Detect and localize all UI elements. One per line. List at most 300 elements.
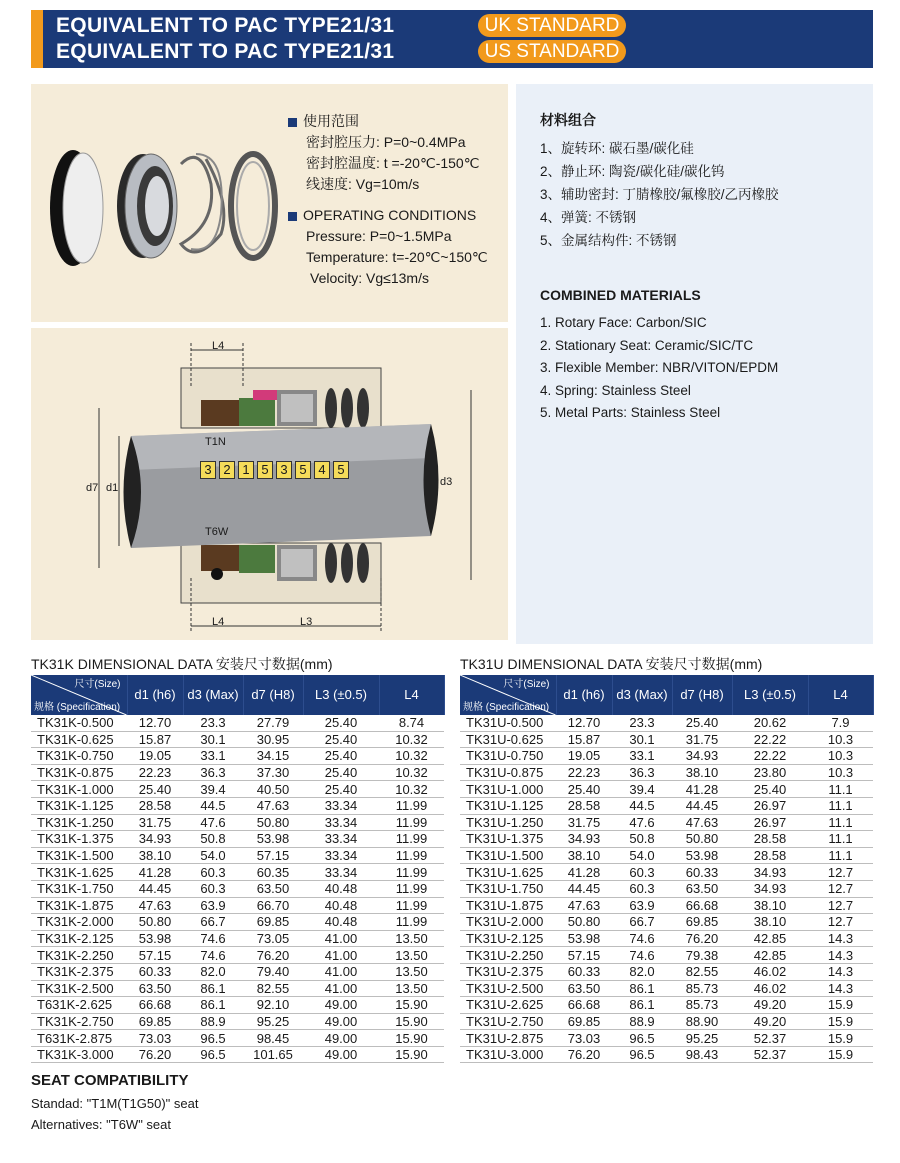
value-cell: 11.1 xyxy=(808,831,873,848)
spec-header-label: 规格 (Specification) xyxy=(463,702,550,713)
column-header: d1 (h6) xyxy=(556,675,612,715)
value-cell: 41.28 xyxy=(556,864,612,881)
value-cell: 73.03 xyxy=(127,1030,183,1047)
value-cell: 31.75 xyxy=(672,731,732,748)
value-cell: 15.87 xyxy=(556,731,612,748)
value-cell: 38.10 xyxy=(672,764,732,781)
value-cell: 49.20 xyxy=(732,1013,808,1030)
value-cell: 82.0 xyxy=(612,963,672,980)
dim-l4-bottom-label: L4 xyxy=(212,616,225,628)
part-number-box: 2 xyxy=(219,461,235,479)
dim-d7-label: d7 xyxy=(86,482,99,494)
column-header: d7 (H8) xyxy=(243,675,303,715)
value-cell: 69.85 xyxy=(556,1013,612,1030)
spec-cell: TK31U-1.875 xyxy=(460,897,556,914)
column-header: d3 (Max) xyxy=(612,675,672,715)
value-cell: 82.55 xyxy=(243,980,303,997)
spec-cell: TK31U-2.500 xyxy=(460,980,556,997)
value-cell: 13.50 xyxy=(379,980,444,997)
value-cell: 60.3 xyxy=(183,864,243,881)
value-cell: 25.40 xyxy=(127,781,183,798)
size-header-label: 尺寸(Size) xyxy=(503,679,550,690)
value-cell: 47.63 xyxy=(672,814,732,831)
value-cell: 11.1 xyxy=(808,847,873,864)
value-cell: 11.1 xyxy=(808,781,873,798)
value-cell: 30.1 xyxy=(612,731,672,748)
value-cell: 10.32 xyxy=(379,781,444,798)
table-row xyxy=(31,897,444,914)
value-cell: 57.15 xyxy=(127,947,183,964)
seat-alternatives: Alternatives: "T6W" seat xyxy=(31,1117,171,1132)
value-cell: 52.37 xyxy=(732,1046,808,1063)
value-cell: 86.1 xyxy=(183,997,243,1014)
value-cell: 47.6 xyxy=(612,814,672,831)
value-cell: 60.33 xyxy=(556,963,612,980)
value-cell: 44.45 xyxy=(127,880,183,897)
value-cell: 66.70 xyxy=(243,897,303,914)
seal-photo xyxy=(31,84,508,322)
spec-cell: TK31K-1.250 xyxy=(31,814,127,831)
value-cell: 19.05 xyxy=(556,748,612,765)
material-en-item-3: 3. Flexible Member: NBR/VITON/EPDM xyxy=(540,360,779,375)
value-cell: 60.3 xyxy=(612,880,672,897)
value-cell: 74.6 xyxy=(183,930,243,947)
value-cell: 44.45 xyxy=(556,880,612,897)
value-cell: 53.98 xyxy=(672,847,732,864)
value-cell: 66.68 xyxy=(127,997,183,1014)
spec-cell: TK31K-2.375 xyxy=(31,963,127,980)
spec-cell: TK31K-0.875 xyxy=(31,764,127,781)
spec-cell: TK31K-1.125 xyxy=(31,797,127,814)
operating-velocity: Velocity: Vg≤13m/s xyxy=(310,270,429,286)
value-cell: 47.63 xyxy=(127,897,183,914)
materials-en-heading: COMBINED MATERIALS xyxy=(540,287,701,303)
value-cell: 23.3 xyxy=(612,715,672,731)
spec-cell: TK31K-2.750 xyxy=(31,1013,127,1030)
value-cell: 38.10 xyxy=(556,847,612,864)
table-row xyxy=(460,914,873,931)
table-row xyxy=(460,814,873,831)
product-photo-panel xyxy=(31,84,508,322)
value-cell: 12.7 xyxy=(808,880,873,897)
value-cell: 26.97 xyxy=(732,814,808,831)
value-cell: 12.7 xyxy=(808,914,873,931)
value-cell: 25.40 xyxy=(303,715,379,731)
value-cell: 47.63 xyxy=(556,897,612,914)
value-cell: 74.6 xyxy=(612,930,672,947)
value-cell: 49.00 xyxy=(303,1046,379,1063)
operating-pressure: Pressure: P=0~1.5MPa xyxy=(306,228,452,244)
value-cell: 30.95 xyxy=(243,731,303,748)
value-cell: 66.7 xyxy=(183,914,243,931)
value-cell: 69.85 xyxy=(127,1013,183,1030)
value-cell: 47.6 xyxy=(183,814,243,831)
operating-temperature: Temperature: t=-20℃~150℃ xyxy=(306,249,488,265)
value-cell: 98.43 xyxy=(672,1046,732,1063)
dim-d1-label: d1 xyxy=(106,482,119,494)
value-cell: 10.3 xyxy=(808,748,873,765)
value-cell: 96.5 xyxy=(612,1046,672,1063)
column-header: L3 (±0.5) xyxy=(303,675,379,715)
spec-cell: TK31K-0.500 xyxy=(31,715,127,731)
table-row xyxy=(460,864,873,881)
value-cell: 22.23 xyxy=(556,764,612,781)
table-row xyxy=(31,814,444,831)
value-cell: 60.33 xyxy=(127,963,183,980)
value-cell: 14.3 xyxy=(808,947,873,964)
table-row xyxy=(460,1046,873,1063)
value-cell: 88.9 xyxy=(612,1013,672,1030)
value-cell: 40.48 xyxy=(303,897,379,914)
value-cell: 27.79 xyxy=(243,715,303,731)
value-cell: 41.00 xyxy=(303,930,379,947)
value-cell: 38.10 xyxy=(127,847,183,864)
value-cell: 25.40 xyxy=(303,748,379,765)
value-cell: 26.97 xyxy=(732,797,808,814)
table-row xyxy=(31,963,444,980)
value-cell: 10.32 xyxy=(379,764,444,781)
table-k xyxy=(31,675,445,1063)
spec-cell: T631K-2.875 xyxy=(31,1030,127,1047)
value-cell: 66.68 xyxy=(672,897,732,914)
value-cell: 10.32 xyxy=(379,748,444,765)
value-cell: 39.4 xyxy=(183,781,243,798)
seat-compat-heading: SEAT COMPATIBILITY xyxy=(31,1072,189,1089)
table-row xyxy=(31,781,444,798)
usage-cn-heading: 使用范围 xyxy=(288,111,359,131)
material-en-item-2: 2. Stationary Seat: Ceramic/SIC/TC xyxy=(540,337,754,353)
spec-cell: TK31K-1.875 xyxy=(31,897,127,914)
value-cell: 98.45 xyxy=(243,1030,303,1047)
value-cell: 63.50 xyxy=(127,980,183,997)
value-cell: 63.50 xyxy=(672,880,732,897)
spec-cell: TK31U-1.125 xyxy=(460,797,556,814)
table-row xyxy=(460,781,873,798)
value-cell: 95.25 xyxy=(672,1030,732,1047)
table-row xyxy=(460,880,873,897)
part-number-box: 5 xyxy=(333,461,349,479)
spec-cell: TK31K-1.375 xyxy=(31,831,127,848)
value-cell: 34.93 xyxy=(127,831,183,848)
value-cell: 66.7 xyxy=(612,914,672,931)
table-u-title: TK31U DIMENSIONAL DATA 安装尺寸数据(mm) xyxy=(460,656,763,672)
value-cell: 25.40 xyxy=(303,764,379,781)
value-cell: 53.98 xyxy=(243,831,303,848)
value-cell: 92.10 xyxy=(243,997,303,1014)
value-cell: 66.68 xyxy=(556,997,612,1014)
table-row xyxy=(31,831,444,848)
cross-section-diagram xyxy=(31,328,508,640)
material-en-item-4: 4. Spring: Stainless Steel xyxy=(540,382,691,398)
spec-cell: TK31U-1.500 xyxy=(460,847,556,864)
value-cell: 50.80 xyxy=(243,814,303,831)
value-cell: 42.85 xyxy=(732,930,808,947)
value-cell: 11.99 xyxy=(379,797,444,814)
spec-cell: TK31U-3.000 xyxy=(460,1046,556,1063)
value-cell: 49.00 xyxy=(303,1030,379,1047)
value-cell: 96.5 xyxy=(183,1030,243,1047)
part-number-box: 4 xyxy=(314,461,330,479)
value-cell: 96.5 xyxy=(183,1046,243,1063)
value-cell: 36.3 xyxy=(612,764,672,781)
value-cell: 34.93 xyxy=(672,748,732,765)
value-cell: 44.45 xyxy=(672,797,732,814)
spec-cell: TK31U-1.750 xyxy=(460,880,556,897)
material-en-item-1: 1. Rotary Face: Carbon/SIC xyxy=(540,315,707,330)
value-cell: 50.80 xyxy=(127,914,183,931)
table-row xyxy=(31,748,444,765)
value-cell: 19.05 xyxy=(127,748,183,765)
usage-cn-velocity: 线速度: Vg=10m/s xyxy=(306,176,420,192)
spec-cell: TK31U-2.750 xyxy=(460,1013,556,1030)
table-row xyxy=(31,731,444,748)
table-row xyxy=(31,930,444,947)
part-number-box: 3 xyxy=(276,461,292,479)
value-cell: 22.23 xyxy=(127,764,183,781)
value-cell: 25.40 xyxy=(556,781,612,798)
material-cn-item-3: 3、辅助密封: 丁腈橡胶/氟橡胶/乙丙橡胶 xyxy=(540,187,779,202)
value-cell: 82.55 xyxy=(672,963,732,980)
value-cell: 101.65 xyxy=(243,1046,303,1063)
uk-standard-badge: UK STANDARD xyxy=(478,14,626,37)
value-cell: 69.85 xyxy=(672,914,732,931)
value-cell: 53.98 xyxy=(127,930,183,947)
value-cell: 33.34 xyxy=(303,814,379,831)
value-cell: 33.1 xyxy=(612,748,672,765)
value-cell: 33.34 xyxy=(303,797,379,814)
us-standard-badge: US STANDARD xyxy=(478,40,626,63)
usage-cn-temperature: 密封腔温度: t =-20℃-150℃ xyxy=(306,155,480,171)
value-cell: 11.1 xyxy=(808,797,873,814)
value-cell: 15.9 xyxy=(808,997,873,1014)
value-cell: 10.32 xyxy=(379,731,444,748)
value-cell: 7.9 xyxy=(808,715,873,731)
table-row xyxy=(31,880,444,897)
value-cell: 15.9 xyxy=(808,1046,873,1063)
spec-cell: TK31K-0.750 xyxy=(31,748,127,765)
value-cell: 8.74 xyxy=(379,715,444,731)
value-cell: 15.90 xyxy=(379,997,444,1014)
dim-l4-top-label: L4 xyxy=(212,340,225,352)
table-row xyxy=(460,797,873,814)
value-cell: 31.75 xyxy=(556,814,612,831)
value-cell: 34.93 xyxy=(732,880,808,897)
spec-cell: TK31K-2.500 xyxy=(31,980,127,997)
value-cell: 50.80 xyxy=(672,831,732,848)
operating-heading: OPERATING CONDITIONS xyxy=(288,207,476,223)
value-cell: 73.03 xyxy=(556,1030,612,1047)
value-cell: 76.20 xyxy=(556,1046,612,1063)
value-cell: 11.99 xyxy=(379,864,444,881)
value-cell: 28.58 xyxy=(732,847,808,864)
table-row xyxy=(31,997,444,1014)
value-cell: 76.20 xyxy=(243,947,303,964)
usage-cn-pressure: 密封腔压力: P=0~0.4MPa xyxy=(306,134,466,150)
value-cell: 86.1 xyxy=(183,980,243,997)
value-cell: 15.87 xyxy=(127,731,183,748)
value-cell: 38.10 xyxy=(732,914,808,931)
spec-cell: TK31U-2.375 xyxy=(460,963,556,980)
value-cell: 57.15 xyxy=(556,947,612,964)
value-cell: 82.0 xyxy=(183,963,243,980)
value-cell: 11.99 xyxy=(379,914,444,931)
value-cell: 36.3 xyxy=(183,764,243,781)
value-cell: 79.40 xyxy=(243,963,303,980)
value-cell: 54.0 xyxy=(183,847,243,864)
value-cell: 13.50 xyxy=(379,930,444,947)
spec-cell: TK31U-2.000 xyxy=(460,914,556,931)
value-cell: 15.90 xyxy=(379,1013,444,1030)
table-row xyxy=(31,847,444,864)
value-cell: 63.9 xyxy=(183,897,243,914)
table-row xyxy=(460,748,873,765)
value-cell: 63.50 xyxy=(556,980,612,997)
value-cell: 40.48 xyxy=(303,914,379,931)
value-cell: 74.6 xyxy=(183,947,243,964)
material-cn-item-5: 5、金属结构件: 不锈钢 xyxy=(540,233,677,248)
spec-cell: TK31U-0.875 xyxy=(460,764,556,781)
bullet-square-icon xyxy=(288,212,297,221)
part-number-box: 5 xyxy=(295,461,311,479)
value-cell: 88.9 xyxy=(183,1013,243,1030)
value-cell: 25.40 xyxy=(672,715,732,731)
value-cell: 15.90 xyxy=(379,1046,444,1063)
value-cell: 49.00 xyxy=(303,1013,379,1030)
value-cell: 14.3 xyxy=(808,980,873,997)
spec-cell: TK31U-0.750 xyxy=(460,748,556,765)
table-row xyxy=(460,847,873,864)
value-cell: 50.8 xyxy=(612,831,672,848)
value-cell: 15.9 xyxy=(808,1030,873,1047)
spec-cell: TK31K-1.000 xyxy=(31,781,127,798)
value-cell: 95.25 xyxy=(243,1013,303,1030)
table-u xyxy=(460,675,874,1063)
spec-cell: TK31K-0.625 xyxy=(31,731,127,748)
value-cell: 28.58 xyxy=(556,797,612,814)
value-cell: 49.00 xyxy=(303,997,379,1014)
value-cell: 50.80 xyxy=(556,914,612,931)
spec-cell: TK31K-1.500 xyxy=(31,847,127,864)
value-cell: 11.1 xyxy=(808,814,873,831)
value-cell: 38.10 xyxy=(732,897,808,914)
spec-cell: TK31U-1.375 xyxy=(460,831,556,848)
spec-cell: TK31U-2.875 xyxy=(460,1030,556,1047)
table-row xyxy=(460,731,873,748)
column-header: L4 xyxy=(808,675,873,715)
value-cell: 12.70 xyxy=(556,715,612,731)
part-number-box: 5 xyxy=(257,461,273,479)
value-cell: 54.0 xyxy=(612,847,672,864)
value-cell: 85.73 xyxy=(672,997,732,1014)
header-accent xyxy=(31,10,43,68)
value-cell: 60.3 xyxy=(612,864,672,881)
spec-header-label: 规格 (Specification) xyxy=(34,702,121,713)
table-row xyxy=(31,1013,444,1030)
value-cell: 40.48 xyxy=(303,880,379,897)
value-cell: 46.02 xyxy=(732,963,808,980)
table-row xyxy=(460,1013,873,1030)
material-cn-item-1: 1、旋转环: 碳石墨/碳化硅 xyxy=(540,141,694,156)
value-cell: 11.99 xyxy=(379,897,444,914)
value-cell: 33.1 xyxy=(183,748,243,765)
value-cell: 57.15 xyxy=(243,847,303,864)
label-t6w: T6W xyxy=(205,526,229,538)
header-title-uk: EQUIVALENT TO PAC TYPE21/31 xyxy=(56,14,395,37)
value-cell: 50.8 xyxy=(183,831,243,848)
part-number-box: 3 xyxy=(200,461,216,479)
table-row xyxy=(460,831,873,848)
value-cell: 34.93 xyxy=(556,831,612,848)
value-cell: 34.93 xyxy=(732,864,808,881)
value-cell: 86.1 xyxy=(612,997,672,1014)
value-cell: 73.05 xyxy=(243,930,303,947)
value-cell: 49.20 xyxy=(732,997,808,1014)
spec-cell: TK31U-2.125 xyxy=(460,930,556,947)
spec-cell: TK31U-2.625 xyxy=(460,997,556,1014)
cross-section-diagram-panel xyxy=(31,328,508,640)
value-cell: 69.85 xyxy=(243,914,303,931)
table-row xyxy=(460,997,873,1014)
table-row xyxy=(460,1030,873,1047)
value-cell: 22.22 xyxy=(732,731,808,748)
value-cell: 14.3 xyxy=(808,963,873,980)
value-cell: 20.62 xyxy=(732,715,808,731)
seat-standard: Standad: "T1M(T1G50)" seat xyxy=(31,1096,199,1111)
value-cell: 60.35 xyxy=(243,864,303,881)
material-cn-item-4: 4、弹簧: 不锈钢 xyxy=(540,210,637,225)
value-cell: 33.34 xyxy=(303,831,379,848)
value-cell: 12.70 xyxy=(127,715,183,731)
table-row xyxy=(31,864,444,881)
spec-cell: TK31U-1.000 xyxy=(460,781,556,798)
value-cell: 15.90 xyxy=(379,1030,444,1047)
table-k-title: TK31K DIMENSIONAL DATA 安装尺寸数据(mm) xyxy=(31,656,333,672)
value-cell: 12.7 xyxy=(808,864,873,881)
part-number-row xyxy=(200,461,349,479)
value-cell: 39.4 xyxy=(612,781,672,798)
value-cell: 76.20 xyxy=(672,930,732,947)
value-cell: 30.1 xyxy=(183,731,243,748)
value-cell: 40.50 xyxy=(243,781,303,798)
material-cn-item-2: 2、静止环: 陶瓷/碳化硅/碳化钨 xyxy=(540,164,725,179)
value-cell: 46.02 xyxy=(732,980,808,997)
table-row xyxy=(31,1046,444,1063)
value-cell: 74.6 xyxy=(612,947,672,964)
spec-cell: TK31K-1.750 xyxy=(31,880,127,897)
spec-cell: TK31U-0.625 xyxy=(460,731,556,748)
table-row xyxy=(460,930,873,947)
value-cell: 52.37 xyxy=(732,1030,808,1047)
value-cell: 85.73 xyxy=(672,980,732,997)
column-header: d3 (Max) xyxy=(183,675,243,715)
column-header: d1 (h6) xyxy=(127,675,183,715)
table-row xyxy=(460,947,873,964)
value-cell: 23.3 xyxy=(183,715,243,731)
table-row xyxy=(31,1030,444,1047)
value-cell: 25.40 xyxy=(732,781,808,798)
table-row xyxy=(460,980,873,997)
value-cell: 86.1 xyxy=(612,980,672,997)
value-cell: 10.3 xyxy=(808,764,873,781)
table-row xyxy=(460,764,873,781)
column-header: d7 (H8) xyxy=(672,675,732,715)
table-row xyxy=(460,715,873,731)
spec-cell: TK31K-2.125 xyxy=(31,930,127,947)
value-cell: 31.75 xyxy=(127,814,183,831)
value-cell: 44.5 xyxy=(183,797,243,814)
value-cell: 25.40 xyxy=(303,781,379,798)
value-cell: 76.20 xyxy=(127,1046,183,1063)
